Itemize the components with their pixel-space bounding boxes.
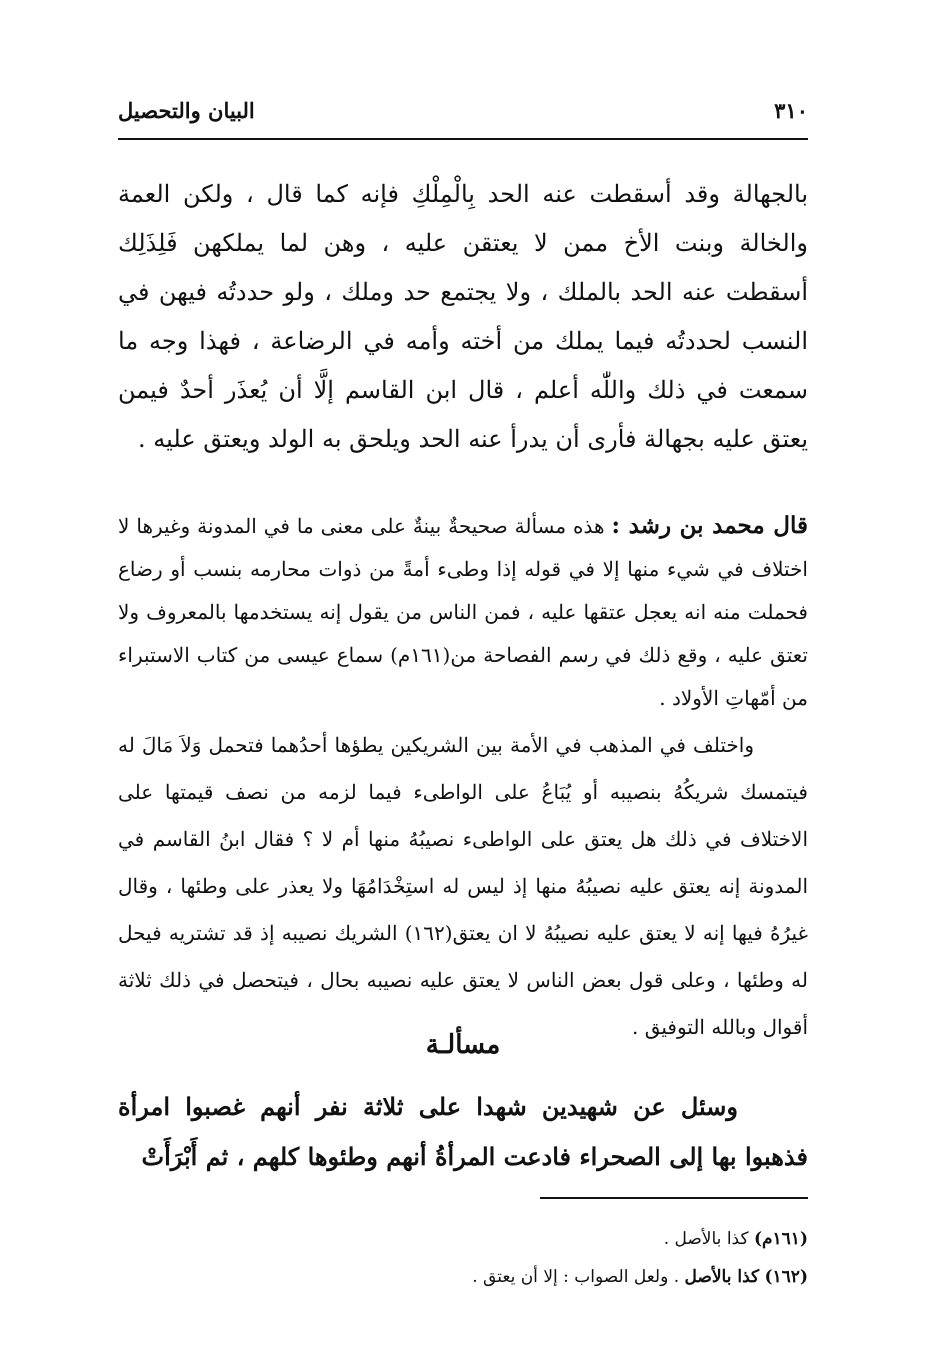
footnote-1-text: كذا بالأصل . [663,1229,749,1249]
header-title: البيان والتحصيل [118,98,255,123]
footnote-2-text: . ولعل الصواب : إلا أن يعتق . [472,1267,685,1287]
section-heading: مسألـة [425,1030,501,1060]
page-number: ٣١٠ [774,98,808,123]
footnote-2-emphasis: كذا بالأصل [684,1267,760,1287]
footnote-1-number: (١٦١م) [753,1229,808,1249]
header-divider [118,138,808,140]
footnote-2 [118,1258,808,1296]
footnote-divider [540,1197,808,1199]
paragraph-1: بالجهالة وقد أسقطت عنه الحد بِالْمِلْكِ فإنه كما قال ، ولكن العمة والخالة وبنت الأخ ممن لا يعتقن عليه ، وهن لما يملكهن فَلِذَلِك أسقطت عنه الحد بالملك ، ولا يجتمع حد وملك ، ولو حددتُه فيهن في النسب لحددتُه فيما يملك من أخته وأمه في الرضاعة ، فهذا وجه ما سمعت في ذلك واللّٰه أعلم ، قال ابن القاسم إلَّا أن يُعذَر أحدٌ فيمن يعتق عليه بجهالة فأرى أن يدرأ عنه الحد ويلحق به الولد ويعتق عليه . [118,180,808,453]
footnotes [118,1220,808,1296]
running-header [118,98,808,132]
footnote-2-number: (١٦٢) [764,1267,808,1287]
footnote-1 [118,1220,808,1258]
paragraph-3: واختلف في المذهب في الأمة بين الشريكين يطؤها أحدُهما فتحمل وَلاَ مَالَ له فيتمسك شريكُهُ بنصيبه أو يُبَاعُ على الواطىء فيما لزمه من نصف قيمتها على الاختلاف في ذلك هل يعتق على الواطىء نصيبُهُ منها أم لا ؟ فقال ابنُ القاسم في المدونة إنه يعتق عليه نصيبُهُ منها إذ ليس له استِخْدَامُهَا ولا يعذر على وطئها ، وقال غيرُهُ فيها إنه لا يعتق عليه نصيبُهُ لا ان يعتق(١٦٢) الشريك نصيبه إذ قد تشتريه فيحل له وطئها ، وعلى قول بعض الناس لا يعتق عليه نصيبه بحال ، فيتحصل في ذلك ثلاثة أقوال وبالله التوفيق . [118,733,808,1039]
paragraph-2-body: هذه مسألة صحيحةٌ بينةٌ على معنى ما في المدونة وغيرها لا اختلاف في شيء منها إلا في قوله إذا وطىء أمةً من ذوات محارمه بنسب أو رضاع فحملت منه انه يعجل عتقها عليه ، فمن الناس من يقول إنه يستخدمها بالمعروف ولا تعتق عليه ، وقع ذلك في رسم الفصاحة من(١٦١م) سماع عيسى من كتاب الاستبراء من أمّهاتِ الأولاد . [118,514,809,710]
paragraph-2 [118,504,808,720]
paragraph-4: وسئل عن شهيدين شهدا على ثلاثة نفر أنهم غصبوا امرأة فذهبوا بها إلى الصحراء فادعت المرأةُ أنهم وطئوها كلهم ، ثم أَبْرَأَتْ [118,1092,808,1171]
commentary-lead: قال محمد بن رشد : [611,512,808,539]
